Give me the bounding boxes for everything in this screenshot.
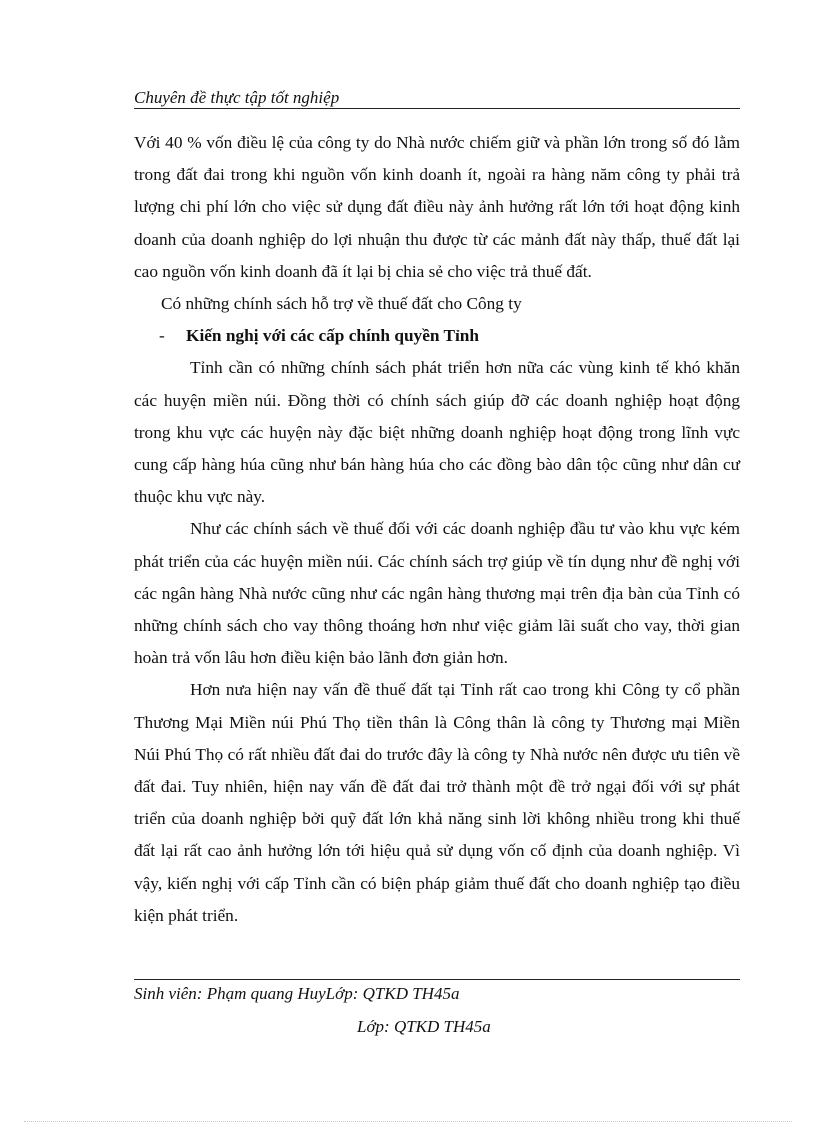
bullet-dash: - <box>159 326 165 346</box>
document-body <box>134 127 740 932</box>
paragraph-5: Hơn nưa hiện nay vấn đề thuế đất tại Tỉnh rất cao trong khi Công ty cổ phần Thương Mại Miền núi Phú Thọ tiền thân là Công thân là công ty Thương mại Miền Núi Phú Thọ có rất nhiều đất đai do trước đây là công ty Nhà nước nên được ưu tiên về đất đai. Tuy nhiên, hiện nay vấn đề đất đai trở thành một đề trở ngại đối với sự phát triển của doanh nghiệp bởi quỹ đất lớn khả năng sinh lời không nhiều trong khi thuế đất lại rất cao ảnh hưởng lớn tới hiệu quả sử dụng vốn cố định của doanh nghiệp. Vì vậy, kiến nghị với cấp Tỉnh cần có biện pháp giảm thuế đất cho doanh nghiệp tạo điều kiện phát triển. <box>134 680 740 925</box>
header-rule <box>134 108 740 109</box>
footer-rule <box>134 979 740 980</box>
page-bottom-dotted-border <box>24 1121 792 1122</box>
footer-student-line: Sinh viên: Phạm quang HuyLớp: QTKD TH45a <box>134 984 460 1003</box>
bullet-heading: Kiến nghị với các cấp chính quyền Tỉnh <box>186 326 480 346</box>
page-header-title: Chuyên đề thực tập tốt nghiệp <box>134 88 340 107</box>
footer-class-line: Lớp: QTKD TH45a <box>357 1017 491 1036</box>
paragraph-1: Với 40 % vốn điều lệ của công ty do Nhà nước chiếm giữ và phần lớn trong số đó lằm trong đất đai trong khi nguồn vốn kinh doanh ít, ngoài ra hàng năm công ty phải trả lượng chi phí lớn cho việc sử dụng đất điều này ảnh hưởng rất lớn tới hoạt động kinh doanh của doanh nghiệp do lợi nhuận thu được từ các mảnh đất này thấp, thuế đất lại cao nguồn vốn kinh doanh đã ít lại bị chia sẻ cho việc trả thuế đất. <box>134 133 740 281</box>
paragraph-4: Như các chính sách về thuế đối với các doanh nghiệp đầu tư vào khu vực kém phát triển của các huyện miền núi. Các chính sách trợ giúp về tín dụng như đề nghị với các ngân hàng Nhà nước cũng như các ngân hàng thương mại trên địa bàn của Tỉnh có những chính sách cho vay thông thoáng hơn như việc giảm lãi suất cho vay, thời gian hoàn trả vốn lâu hơn điều kiện bảo lãnh đơn giản hơn. <box>134 519 740 668</box>
paragraph-3: Tỉnh cần có những chính sách phát triển hơn nữa các vùng kinh tế khó khăn các huyện miền núi. Đồng thời có chính sách giúp đỡ các doanh nghiệp hoạt động trong khu vực các huyện này đặc biệt những doanh nghiệp hoạt động trong lĩnh vực cung cấp hàng húa cũng như bán hàng húa cho các đồng bào dân tộc cũng như dân cư thuộc khu vực này. <box>134 358 740 507</box>
bullet-item <box>134 320 740 352</box>
paragraph-2: Có những chính sách hỗ trợ về thuế đất cho Công ty <box>161 294 522 314</box>
